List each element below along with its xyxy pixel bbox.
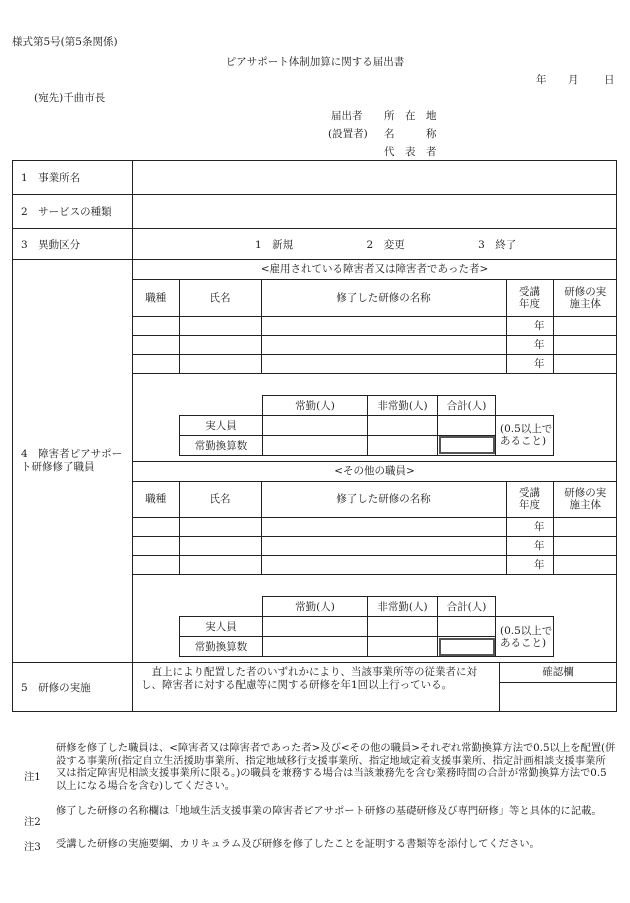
representative-label: 代 表 者: [384, 146, 437, 158]
a-r3-name[interactable]: [179, 354, 261, 373]
col-job: 職種: [133, 280, 179, 316]
training-text: 直上により配置した者のいずれかにより、当該事業所等の従業者に対し、障害者に対する配慮等に関する研修を年1回以上行っている。: [133, 663, 500, 711]
a-r3-training[interactable]: [261, 354, 506, 373]
b-r3-name[interactable]: [179, 556, 261, 575]
a-r1-year[interactable]: 年: [506, 316, 553, 335]
b-fte-total[interactable]: [438, 637, 496, 657]
count-parttime-header: 非常勤(人): [368, 395, 438, 415]
a-r1-training[interactable]: [261, 316, 506, 335]
address-label: 所 在 地: [384, 110, 437, 122]
b-r1-provider[interactable]: [553, 518, 617, 537]
note-2-text: 修了した研修の名称欄は「地域生活支援事業の障害者ピアサポート研修の基礎研修及び専門研修」等と具体的に記載。: [56, 805, 602, 817]
count-fte-label: 常勤換算数: [180, 435, 263, 455]
b-r1-job[interactable]: [133, 518, 179, 537]
count-parttime-header: 非常勤(人): [368, 597, 438, 617]
confirm-field[interactable]: [500, 683, 616, 711]
a-fte-total[interactable]: [438, 435, 496, 455]
confirm-box: [500, 663, 616, 711]
section-a-title: <雇用されている障害者又は障害者であった者>: [133, 260, 616, 280]
office-name-label: 1 事業所名: [13, 161, 133, 195]
b-r3-job[interactable]: [133, 556, 179, 575]
col-name: 氏名: [179, 280, 261, 316]
a-r1-name[interactable]: [179, 316, 261, 335]
b-r2-year[interactable]: 年: [506, 537, 553, 556]
b-actual-total[interactable]: [438, 617, 496, 637]
col-training: 修了した研修の名称: [261, 280, 506, 316]
b-actual-parttime[interactable]: [368, 617, 438, 637]
service-type-field[interactable]: [133, 195, 617, 229]
confirm-label: 確認欄: [500, 663, 616, 683]
staff-label: 4 障害者ピアサポート研修修了職員: [13, 260, 133, 663]
staff-section: [133, 260, 617, 663]
option-new[interactable]: 1 新規: [255, 238, 294, 251]
count-actual-label: 実人員: [180, 415, 263, 435]
note-3-label: 注3: [24, 841, 41, 853]
a-r2-year[interactable]: 年: [506, 335, 553, 354]
a-r2-provider[interactable]: [553, 335, 617, 354]
form-number: 様式第5号(第5条関係): [12, 36, 118, 48]
count-total-header: 合計(人): [438, 597, 496, 617]
establisher-label: (設置者): [328, 128, 368, 140]
training-row: [133, 663, 617, 712]
b-r3-provider[interactable]: [553, 556, 617, 575]
b-r2-provider[interactable]: [553, 537, 617, 556]
option-end[interactable]: 3 終了: [478, 238, 517, 251]
a-fte-parttime[interactable]: [368, 435, 438, 455]
note-2-label: 注2: [24, 816, 41, 828]
date-month: 月: [568, 74, 579, 86]
section-b-count-table: [179, 596, 554, 657]
change-category-label: 3 異動区分: [13, 229, 133, 260]
col-name: 氏名: [179, 482, 261, 518]
b-r1-training[interactable]: [261, 518, 506, 537]
b-actual-fulltime[interactable]: [263, 617, 368, 637]
a-r3-job[interactable]: [133, 354, 179, 373]
a-actual-total[interactable]: [438, 415, 496, 435]
b-r1-year[interactable]: 年: [506, 518, 553, 537]
a-r1-provider[interactable]: [553, 316, 617, 335]
b-r3-training[interactable]: [261, 556, 506, 575]
notification-form: [12, 160, 617, 712]
b-fte-fulltime[interactable]: [263, 637, 368, 657]
b-r2-job[interactable]: [133, 537, 179, 556]
col-year: 受講年度: [506, 482, 553, 518]
name-label: 名 称: [384, 128, 437, 140]
a-r3-year[interactable]: 年: [506, 354, 553, 373]
b-count-note: (0.5以上であること): [496, 617, 554, 657]
form-title: ピアサポート体制加算に関する届出書: [225, 56, 405, 68]
date-year: 年: [536, 74, 547, 86]
b-r1-name[interactable]: [179, 518, 261, 537]
b-r2-training[interactable]: [261, 537, 506, 556]
applicant-label: 届出者: [331, 110, 363, 122]
b-r3-year[interactable]: 年: [506, 556, 553, 575]
change-category-options: [133, 229, 617, 260]
count-fulltime-header: 常勤(人): [263, 395, 368, 415]
a-fte-fulltime[interactable]: [263, 435, 368, 455]
col-training: 修了した研修の名称: [261, 482, 506, 518]
a-r3-provider[interactable]: [553, 354, 617, 373]
a-actual-fulltime[interactable]: [263, 415, 368, 435]
a-actual-parttime[interactable]: [368, 415, 438, 435]
a-r2-name[interactable]: [179, 335, 261, 354]
training-label: 5 研修の実施: [13, 663, 133, 712]
service-type-label: 2 サービスの種類: [13, 195, 133, 229]
section-a-table: [133, 280, 617, 374]
b-r2-name[interactable]: [179, 537, 261, 556]
a-count-note: (0.5以上であること): [496, 415, 554, 455]
note-1-label: 注1: [24, 771, 41, 783]
addressee: (宛先)千曲市長: [34, 92, 106, 104]
section-b-count-area: [133, 575, 616, 662]
section-a-count-table: [179, 395, 554, 456]
col-provider: 研修の実施主体: [553, 280, 617, 316]
count-fulltime-header: 常勤(人): [263, 597, 368, 617]
section-a-count-area: [133, 374, 616, 461]
date-day: 日: [604, 74, 615, 86]
count-total-header: 合計(人): [438, 395, 496, 415]
section-b-table: [133, 482, 617, 576]
office-name-field[interactable]: [133, 161, 617, 195]
col-provider: 研修の実施主体: [553, 482, 617, 518]
a-r2-training[interactable]: [261, 335, 506, 354]
col-year: 受講年度: [506, 280, 553, 316]
a-r2-job[interactable]: [133, 335, 179, 354]
count-actual-label: 実人員: [180, 617, 263, 637]
col-job: 職種: [133, 482, 179, 518]
a-r1-job[interactable]: [133, 316, 179, 335]
count-fte-label: 常勤換算数: [180, 637, 263, 657]
b-fte-parttime[interactable]: [368, 637, 438, 657]
note-3-text: 受講した研修の実施要綱、カリキュラム及び研修を修了したことを証明する書類等を添付してください。: [56, 838, 540, 850]
note-1-text: 研修を修了した職員は、<障害者又は障害者であった者>及び<その他の職員>それぞれ常勤換算方法で0.5以上を配置(併設する事業所(指定自立生活援助事業所、指定地域移行支援事業所、指定地域定着支援事業所、指定計画相談支援事業所又は指定障害児相談支援事業所に限る。)の職員を兼務する場合は当該兼務先を含む業務時間の合計が常勤換算方法で0.5以上になる場合を含む)してください。: [56, 742, 616, 792]
section-b-title: <その他の職員>: [133, 461, 616, 482]
option-change[interactable]: 2 変更: [366, 238, 405, 251]
